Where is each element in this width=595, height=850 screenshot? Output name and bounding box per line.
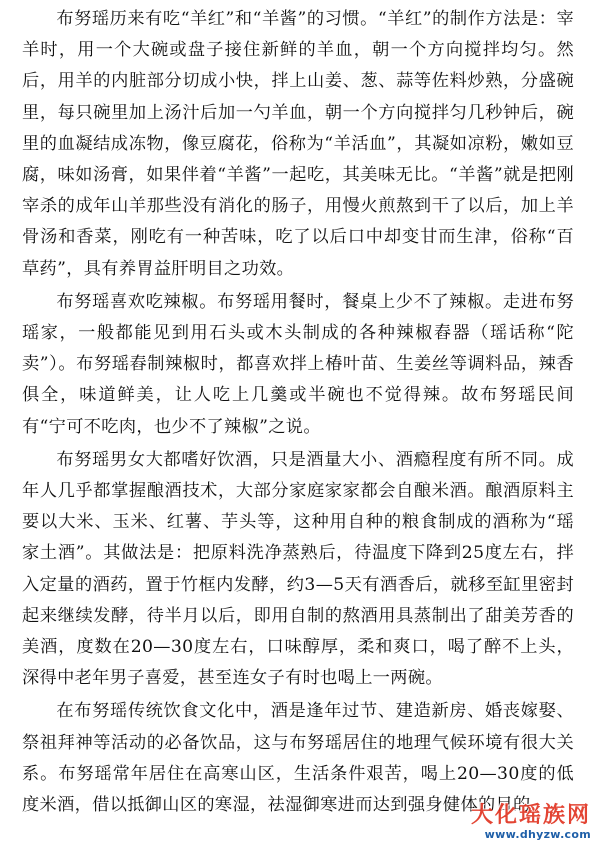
watermark-logo: 大化瑶族网 (470, 803, 591, 828)
article-body (22, 4, 574, 823)
paragraph-wine-culture: 在布努瑶传统饮食文化中，酒是逢年过节、建造新房、婚丧嫁娶、祭祖拜神等活动的必备饮品，这与布努瑶居住的地理气候环境有很大关系。布努瑶常年居住在高寒山区，生活条件艰苦，喝上20—30度的低度米酒，借以抵御山区的寒湿，祛湿御寒进而达到强身健体的目的 (22, 701, 574, 816)
paragraph-chili: 布努瑶喜欢吃辣椒。布努瑶用餐时，餐桌上少不了辣椒。走进布努瑶家，一般都能见到用石头或木头制成的各种辣椒舂器（瑶话称“陀卖”）。布努瑶舂制辣椒时，都喜欢拌上椿叶苗、生姜丝等调料品，辣香俱全，味道鲜美，让人吃上几羹或半碗也不觉得辣。故布努瑶民间有“宁可不吃肉，也少不了辣椒”之说。 (22, 291, 574, 437)
paragraph-yanghong: 布努瑶历来有吃“羊红”和“羊酱”的习惯。“羊红”的制作方法是：宰羊时，用一个大碗或盘子接住新鲜的羊血，朝一个方向搅拌均匀。然后，用羊的内脏部分切成小快，拌上山姜、葱、蒜等佐料炒熟，分盛碗里，每只碗里加上汤汁后加一勺羊血，朝一个方向搅拌匀几秒钟后，碗里的血凝结成冻物，像豆腐花，俗称为“羊活血”，其凝如凉粉，嫩如豆腐，味如汤膏，如果伴着“羊酱”一起吃，其美味无比。“羊酱”就是把刚宰杀的成年山羊那些没有消化的肠子，用慢火煎熬到干了以后，加上羊骨汤和香菜，刚吃有一种苦味，吃了以后口中却变甘而生津，俗称“百草药”，具有养胃益肝明目之功效。 (22, 9, 574, 279)
watermark-url: www.dhyzw.com (484, 828, 591, 841)
paragraph-wine-making: 布努瑶男女大都嗜好饮酒，只是酒量大小、酒瘾程度有所不同。成年人几乎都掌握酿酒技术，大部分家庭家家都会自酿米酒。酿酒原料主要以大米、玉米、红薯、芋头等，这种用自种的粮食制成的酒称为“瑶家土酒”。其做法是：把原料洗净蒸熟后，待温度下降到25度左右，拌入定量的酒药，置于竹框内发酵，约3—5天有酒香后，就移至缸里密封起来继续发酵，待半月以后，即用自制的熬酒用具蒸制出了甜美芳香的美酒，度数在20—30度左右，口味醇厚，柔和爽口，喝了醉不上头，深得中老年男子喜爱，甚至连女子有时也喝上一两碗。 (22, 449, 574, 689)
